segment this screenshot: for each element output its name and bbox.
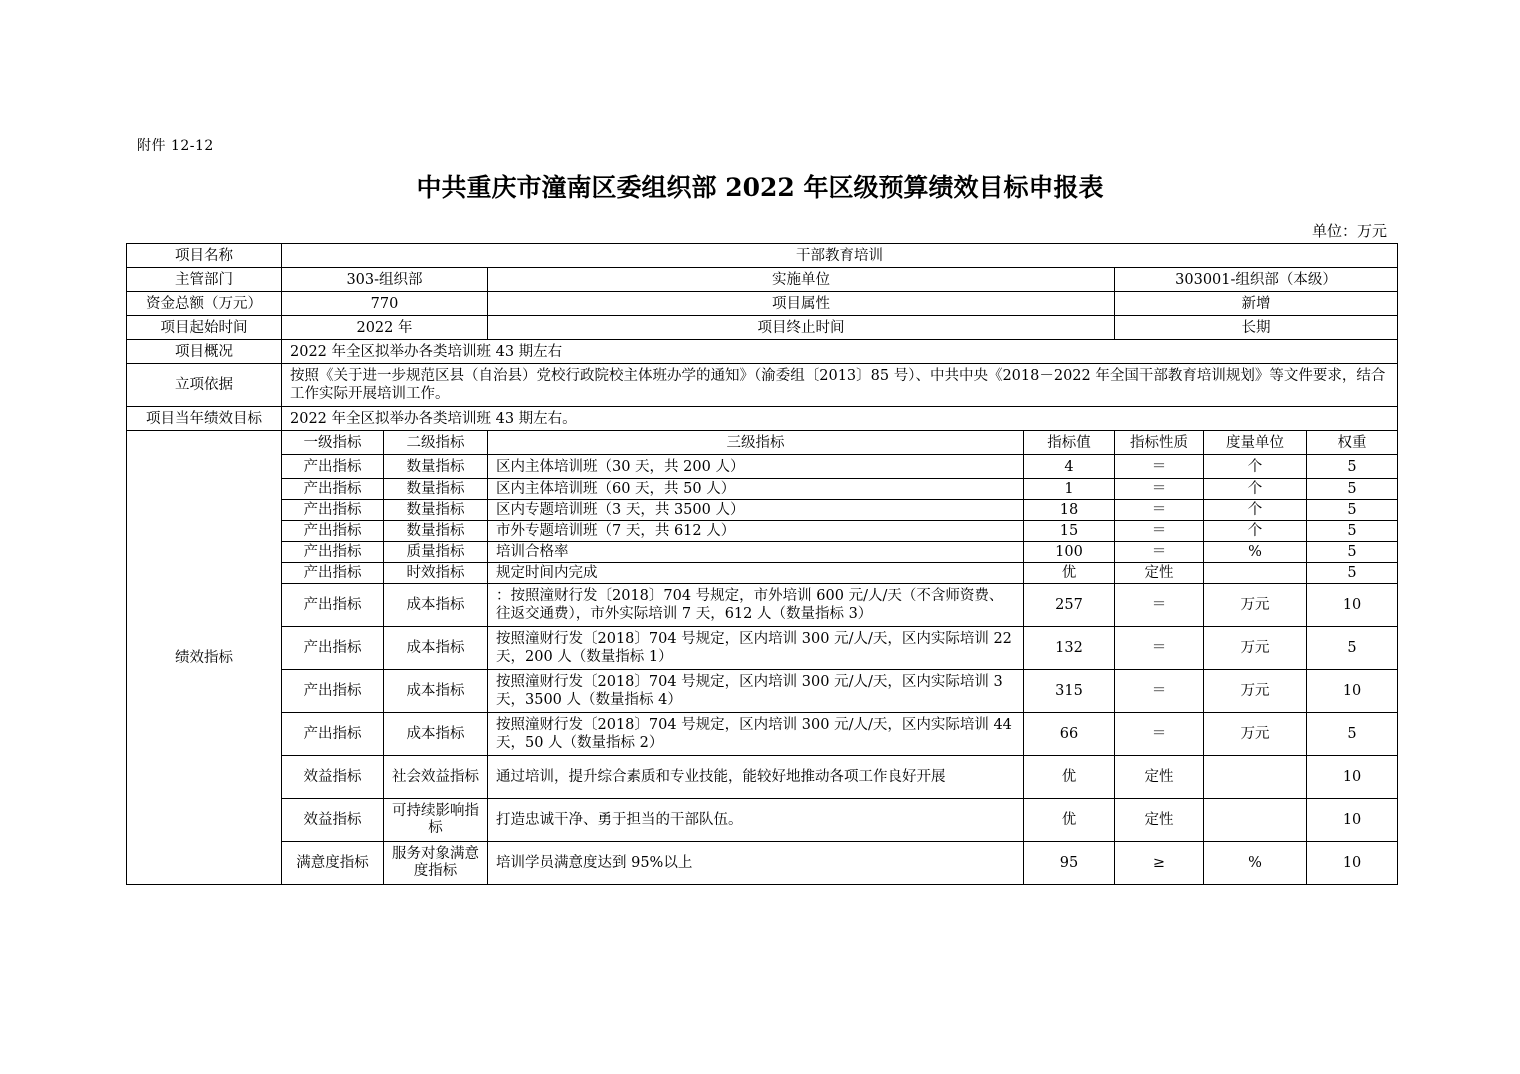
unit-cell: 万元: [1204, 627, 1307, 670]
weight-cell: 5: [1307, 521, 1398, 542]
project-name-value: 干部教育培训: [282, 244, 1398, 268]
nature-cell: ＝: [1115, 521, 1204, 542]
nature-cell: ＝: [1115, 542, 1204, 563]
l1-cell: 效益指标: [282, 799, 384, 842]
l3-cell: 规定时间内完成: [488, 563, 1024, 584]
table-row: [127, 713, 1398, 756]
l3-cell: 培训合格率: [488, 542, 1024, 563]
impl-value: 303001-组织部（本级）: [1115, 268, 1398, 292]
table-row: [127, 542, 1398, 563]
l3-cell: 培训学员满意度达到 95%以上: [488, 842, 1024, 885]
weight-cell: 10: [1307, 756, 1398, 799]
value-cell: 132: [1024, 627, 1115, 670]
row-period: [127, 316, 1398, 340]
l3-cell: 区内主体培训班（30 天，共 200 人）: [488, 455, 1024, 479]
l1-cell: 产出指标: [282, 542, 384, 563]
table-row: [127, 627, 1398, 670]
row-project-name: [127, 244, 1398, 268]
l3-cell: 按照潼财行发〔2018〕704 号规定，区内培训 300 元/人/天，区内实际培训 22 天，200 人（数量指标 1）: [488, 627, 1024, 670]
nature-cell: 定性: [1115, 563, 1204, 584]
l1-cell: 产出指标: [282, 627, 384, 670]
table-row: [127, 670, 1398, 713]
weight-cell: 5: [1307, 479, 1398, 500]
l3-cell: 按照潼财行发〔2018〕704 号规定，区内培训 300 元/人/天，区内实际培训 44 天，50 人（数量指标 2）: [488, 713, 1024, 756]
attr-label: 项目属性: [488, 292, 1115, 316]
table-row: [127, 500, 1398, 521]
end-label: 项目终止时间: [488, 316, 1115, 340]
header-l3: 三级指标: [488, 431, 1024, 455]
nature-cell: 定性: [1115, 799, 1204, 842]
value-cell: 18: [1024, 500, 1115, 521]
l2-cell: 服务对象满意度指标: [384, 842, 488, 885]
start-value: 2022 年: [282, 316, 488, 340]
unit-cell: 万元: [1204, 584, 1307, 627]
value-cell: 95: [1024, 842, 1115, 885]
basis-value: 按照《关于进一步规范区县（自治县）党校行政院校主体班办学的通知》（渝委组〔2013〕85 号）、中共中央《2018－2022 年全国干部教育培训规划》等文件要求，结合工作实际开展培训工作。: [282, 364, 1398, 407]
fund-label: 资金总额（万元）: [127, 292, 282, 316]
nature-cell: 定性: [1115, 756, 1204, 799]
l1-cell: 产出指标: [282, 670, 384, 713]
weight-cell: 5: [1307, 627, 1398, 670]
table-body: [127, 244, 1398, 885]
l1-cell: 效益指标: [282, 756, 384, 799]
header-unit: 度量单位: [1204, 431, 1307, 455]
unit-cell: 万元: [1204, 713, 1307, 756]
l1-cell: 产出指标: [282, 713, 384, 756]
value-cell: 优: [1024, 799, 1115, 842]
weight-cell: 10: [1307, 584, 1398, 627]
row-fund: [127, 292, 1398, 316]
l2-cell: 成本指标: [384, 627, 488, 670]
overview-label: 项目概况: [127, 340, 282, 364]
nature-cell: ＝: [1115, 584, 1204, 627]
nature-cell: ＝: [1115, 713, 1204, 756]
dept-value: 303-组织部: [282, 268, 488, 292]
weight-cell: 5: [1307, 500, 1398, 521]
value-cell: 257: [1024, 584, 1115, 627]
impl-label: 实施单位: [488, 268, 1115, 292]
unit-cell: 个: [1204, 479, 1307, 500]
l2-cell: 时效指标: [384, 563, 488, 584]
l1-cell: 产出指标: [282, 521, 384, 542]
weight-cell: 10: [1307, 670, 1398, 713]
budget-performance-table: [126, 243, 1398, 885]
l1-cell: 满意度指标: [282, 842, 384, 885]
l2-cell: 数量指标: [384, 479, 488, 500]
table-row: [127, 584, 1398, 627]
nature-cell: ＝: [1115, 479, 1204, 500]
l2-cell: 可持续影响指标: [384, 799, 488, 842]
l1-cell: 产出指标: [282, 584, 384, 627]
table-row: [127, 756, 1398, 799]
unit-cell: [1204, 563, 1307, 584]
dept-label: 主管部门: [127, 268, 282, 292]
row-goal: [127, 407, 1398, 431]
l2-cell: 成本指标: [384, 713, 488, 756]
unit-cell: 个: [1204, 500, 1307, 521]
l3-cell: ：按照潼财行发〔2018〕704 号规定，市外培训 600 元/人/天（不含师资费、往返交通费），市外实际培训 7 天，612 人（数量指标 3）: [488, 584, 1024, 627]
l2-cell: 质量指标: [384, 542, 488, 563]
nature-cell: ＝: [1115, 627, 1204, 670]
row-basis: [127, 364, 1398, 407]
attachment-number: 附件 12-12: [137, 138, 214, 154]
start-label: 项目起始时间: [127, 316, 282, 340]
l2-cell: 成本指标: [384, 670, 488, 713]
unit-cell: [1204, 756, 1307, 799]
end-value: 长期: [1115, 316, 1398, 340]
weight-cell: 5: [1307, 542, 1398, 563]
value-cell: 315: [1024, 670, 1115, 713]
l3-cell: 区内专题培训班（3 天，共 3500 人）: [488, 500, 1024, 521]
unit-cell: 个: [1204, 455, 1307, 479]
value-cell: 100: [1024, 542, 1115, 563]
l1-cell: 产出指标: [282, 563, 384, 584]
l2-cell: 数量指标: [384, 455, 488, 479]
unit-cell: 万元: [1204, 670, 1307, 713]
l3-cell: 按照潼财行发〔2018〕704 号规定，区内培训 300 元/人/天，区内实际培训 3 天，3500 人（数量指标 4）: [488, 670, 1024, 713]
indicator-header-row: [127, 431, 1398, 455]
nature-cell: ＝: [1115, 455, 1204, 479]
l2-cell: 成本指标: [384, 584, 488, 627]
weight-cell: 10: [1307, 799, 1398, 842]
project-name-label: 项目名称: [127, 244, 282, 268]
l3-cell: 通过培训，提升综合素质和专业技能，能较好地推动各项工作良好开展: [488, 756, 1024, 799]
value-cell: 优: [1024, 563, 1115, 584]
weight-cell: 5: [1307, 563, 1398, 584]
page-title: 中共重庆市潼南区委组织部 2022 年区级预算绩效目标申报表: [416, 173, 1104, 202]
l3-cell: 区内主体培训班（60 天，共 50 人）: [488, 479, 1024, 500]
value-cell: 66: [1024, 713, 1115, 756]
header-l1: 一级指标: [282, 431, 384, 455]
l3-cell: 市外专题培训班（7 天，共 612 人）: [488, 521, 1024, 542]
nature-cell: ≥: [1115, 842, 1204, 885]
l2-cell: 数量指标: [384, 500, 488, 521]
l2-cell: 社会效益指标: [384, 756, 488, 799]
l2-cell: 数量指标: [384, 521, 488, 542]
goal-value: 2022 年全区拟举办各类培训班 43 期左右。: [282, 407, 1398, 431]
value-cell: 优: [1024, 756, 1115, 799]
unit-cell: 个: [1204, 521, 1307, 542]
overview-value: 2022 年全区拟举办各类培训班 43 期左右: [282, 340, 1398, 364]
value-cell: 4: [1024, 455, 1115, 479]
l1-cell: 产出指标: [282, 500, 384, 521]
row-overview: [127, 340, 1398, 364]
table-row: [127, 563, 1398, 584]
value-cell: 1: [1024, 479, 1115, 500]
l1-cell: 产出指标: [282, 479, 384, 500]
attr-value: 新增: [1115, 292, 1398, 316]
header-nature: 指标性质: [1115, 431, 1204, 455]
l1-cell: 产出指标: [282, 455, 384, 479]
nature-cell: ＝: [1115, 500, 1204, 521]
table-row: [127, 455, 1398, 479]
table-row: [127, 799, 1398, 842]
nature-cell: ＝: [1115, 670, 1204, 713]
row-department: [127, 268, 1398, 292]
table-row: [127, 521, 1398, 542]
weight-cell: 5: [1307, 455, 1398, 479]
value-cell: 15: [1024, 521, 1115, 542]
goal-label: 项目当年绩效目标: [127, 407, 282, 431]
header-value: 指标值: [1024, 431, 1115, 455]
weight-cell: 5: [1307, 713, 1398, 756]
unit-label: 单位：万元: [1311, 222, 1387, 240]
weight-cell: 10: [1307, 842, 1398, 885]
unit-cell: %: [1204, 542, 1307, 563]
table-row: [127, 479, 1398, 500]
basis-label: 立项依据: [127, 364, 282, 407]
fund-value: 770: [282, 292, 488, 316]
header-weight: 权重: [1307, 431, 1398, 455]
unit-cell: [1204, 799, 1307, 842]
header-l2: 二级指标: [384, 431, 488, 455]
unit-cell: %: [1204, 842, 1307, 885]
table-row: [127, 842, 1398, 885]
indicators-section-label: 绩效指标: [127, 431, 282, 885]
l3-cell: 打造忠诚干净、勇于担当的干部队伍。: [488, 799, 1024, 842]
